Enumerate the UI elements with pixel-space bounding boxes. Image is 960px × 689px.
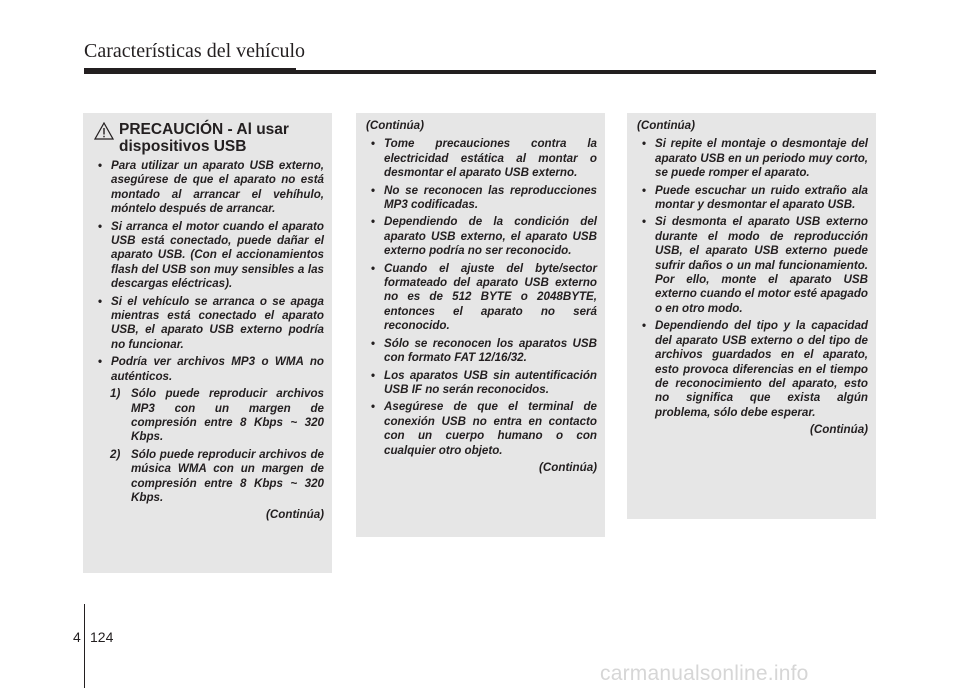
- chapter-number: 4: [73, 629, 81, 645]
- list-item: • Dependiendo de la condición del aparato USB externo, el aparato USB externo podría no ser reconocido.: [366, 215, 597, 258]
- sub-list-item: [93, 387, 324, 445]
- continued-label: (Continúa): [266, 508, 324, 522]
- list-item: • Para utilizar un aparato USB externo, asegúrese de que el aparato no está montado al arrancar el vehíhulo, móntelo después de arrancar.: [93, 159, 324, 217]
- list-item: • Si arranca el motor cuando el aparato USB está conectado, puede dañar el aparato USB. (Con el accionamientos flash del USB son muy sensibles a las descargas eléctricas).: [93, 220, 324, 292]
- caution-heading: [93, 121, 324, 155]
- list-item: • No se reconocen las reproducciones MP3 codificadas.: [366, 184, 597, 213]
- warning-triangle-icon: [94, 122, 114, 140]
- sub-list-item: [93, 448, 324, 506]
- continued-label: (Continúa): [539, 460, 597, 474]
- caution-box-3: [627, 113, 876, 519]
- footer-divider: [84, 604, 85, 688]
- sub-list-text: Sólo puede reproducir archivos MP3 con un margen de compresión entre 8 Kbps ~ 320 Kbps.: [131, 387, 324, 444]
- header-rule: [84, 70, 876, 74]
- list-item: • Sólo se reconocen los aparatos USB con formato FAT 12/16/32.: [366, 337, 597, 366]
- list-item: • Puede escuchar un ruido extraño ala montar y desmontar el aparato USB.: [637, 184, 868, 213]
- list-item: • Cuando el ajuste del byte/sector formateado del aparato USB externo no es de 512 BYTE o 2048BYTE, entonces el aparato no será reconocido.: [366, 262, 597, 334]
- sub-list-text: Sólo puede reproducir archivos de música WMA con un margen de compresión entre 8 Kbps ~ 320 Kbps.: [131, 447, 324, 504]
- list-item: • Podría ver archivos MP3 o WMA no auténticos.: [93, 355, 324, 384]
- list-item: • Asegúrese de que el terminal de conexión USB no entra en contacto con un cuerpo humano o con cualquier otro objeto.: [366, 400, 597, 458]
- list-item: • Si desmonta el aparato USB externo durante el modo de reproducción USB, el aparato USB externo puede sufrir daños o un mal funcionamiento. Por ello, monte el aparato USB externo cuando el motor esté apagado o en otro modo.: [637, 215, 868, 316]
- page-header-title: Características del vehículo: [84, 40, 306, 62]
- caution-box-2: [356, 113, 605, 537]
- caution-heading-text: PRECAUCIÓN - Al usar dispositivos USB: [119, 121, 289, 155]
- page-number: 124: [90, 629, 114, 645]
- watermark-text: carmanualsonline.info: [600, 662, 809, 685]
- list-item: • Si el vehículo se arranca o se apaga mientras está conectado el aparato USB, el aparato USB externo podría no funcionar.: [93, 295, 324, 353]
- sub-list-number: 2): [110, 447, 121, 461]
- caution-box-1: [83, 113, 332, 573]
- continued-top-label: (Continúa): [637, 119, 695, 132]
- list-item: • Dependiendo del tipo y la capacidad del aparato USB externo o del tipo de archivos guardados en el aparato, esto provoca diferencias en el tiempo de reconocimiento del aparato, esto no significa que exista algún problema, sólo debe esperar.: [637, 319, 868, 420]
- list-item: • Tome precauciones contra la electricidad estática al montar o desmontar el aparato USB externo.: [366, 137, 597, 180]
- sub-list-number: 1): [110, 387, 121, 401]
- list-item: • Si repite el montaje o desmontaje del aparato USB en un periodo muy corto, se puede romper el aparato.: [637, 137, 868, 180]
- continued-top-label: (Continúa): [366, 119, 424, 132]
- continued-label: (Continúa): [810, 423, 868, 437]
- list-item: • Los aparatos USB sin autentificación USB IF no serán reconocidos.: [366, 369, 597, 398]
